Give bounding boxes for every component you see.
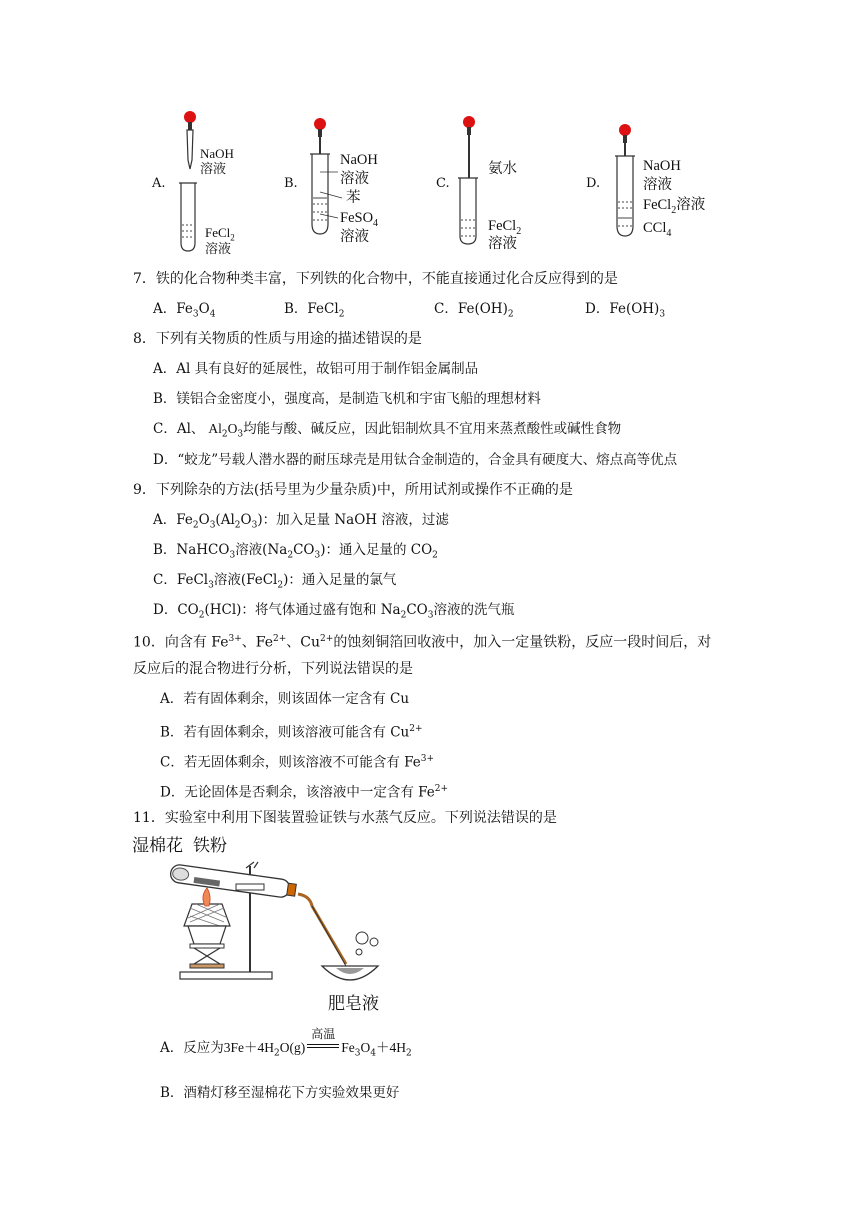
dropper-bulb-icon bbox=[463, 116, 475, 128]
q6-c-solution-2: 溶液 bbox=[488, 236, 517, 252]
q9-option-d[interactable]: D．$CO_2(HCl)$：将气体通过盛有饱和 $Na_2CO_3$溶液的洗气瓶 bbox=[153, 602, 515, 621]
test-tube-icon bbox=[460, 178, 476, 244]
q6-b-reagent: NaOH bbox=[340, 152, 378, 168]
q11-stem: 11．实验室中利用下图装置验证铁与水蒸气反应。下列说法错误的是 bbox=[133, 810, 557, 826]
q9-option-a[interactable]: A．$Fe_2O_3(Al_2O_3)$：加入足量 NaOH 溶液，过滤 bbox=[153, 512, 449, 531]
q11-apparatus-diagram bbox=[150, 856, 400, 986]
q6-b-reagent-2: 溶液 bbox=[340, 171, 369, 187]
q10-option-c[interactable]: C．若无固体剩余，则该溶液不可能含有 $Fe^{3+}$ bbox=[160, 754, 435, 771]
q6-d-bottom: CCl$_4$ bbox=[643, 220, 672, 239]
q11-option-a[interactable]: A．反应为$3Fe+4H_2O(g)$ 高温 $Fe_3O_4+4H_2$ bbox=[160, 1027, 412, 1059]
q10-option-b[interactable]: B．若有固体剩余，则该溶液可能含有 $Cu^{2+}$ bbox=[160, 724, 423, 741]
q6-c-reagent: 氨水 bbox=[488, 161, 517, 177]
q10-option-d[interactable]: D．无论固体是否剩余，该溶液中一定含有 $Fe^{2+}$ bbox=[160, 784, 449, 801]
q7-option-a[interactable]: A．$Fe_3O_4$ bbox=[153, 301, 216, 320]
q6-c-solution: FeCl$_2$ bbox=[488, 218, 522, 237]
q11-option-b[interactable]: B．酒精灯移至湿棉花下方实验效果更好 bbox=[160, 1085, 400, 1101]
q6-a-reagent: NaOH bbox=[200, 146, 234, 161]
q9-option-b[interactable]: B．NaHCO$_3$溶液$(Na_2CO_3)$：通入足量的 $CO_2$ bbox=[153, 542, 438, 561]
q8-option-a[interactable]: A．Al 具有良好的延展性，故铝可用于制作铝金属制品 bbox=[153, 361, 479, 377]
q6-b-layer: 苯 bbox=[346, 190, 361, 206]
reaction-tube-icon bbox=[169, 864, 290, 899]
q6-d-reagent-2: 溶液 bbox=[643, 177, 672, 193]
q11-label-soap-solution: 肥皂液 bbox=[328, 994, 379, 1014]
bubble-icon bbox=[356, 932, 368, 944]
dropper-icon bbox=[187, 130, 193, 169]
q6-option-b-letter[interactable]: B. bbox=[284, 176, 298, 191]
q7-stem: 7．铁的化合物种类丰富，下列铁的化合物中，不能直接通过化合反应得到的是 bbox=[133, 271, 618, 287]
stopper-icon bbox=[287, 883, 297, 896]
dropper-bulb-icon bbox=[314, 118, 326, 130]
q10-stem-line-2: 反应后的混合物进行分析，下列说法错误的是 bbox=[133, 661, 413, 677]
reaction-condition: 高温 bbox=[306, 1038, 340, 1058]
dropper-bulb-icon bbox=[184, 111, 196, 123]
dropper-bulb-icon bbox=[619, 124, 631, 136]
q6-option-d-letter[interactable]: D. bbox=[586, 176, 601, 191]
q9-option-c[interactable]: C．FeCl$_3$溶液(FeCl$_2$)：通入足量的氯气 bbox=[153, 572, 397, 591]
q6-b-solution: FeSO$_4$ bbox=[340, 210, 379, 229]
q7-option-d[interactable]: D．$Fe(OH)_3$ bbox=[585, 301, 666, 320]
q7-option-b[interactable]: B．FeCl$_2$ bbox=[284, 301, 345, 320]
bubble-icon bbox=[356, 949, 362, 955]
q6-b-solution-2: 溶液 bbox=[340, 229, 369, 245]
q6-a-reagent-2: 溶液 bbox=[200, 161, 227, 176]
q11-label-wet-cotton: 湿棉花 bbox=[132, 836, 183, 856]
q6-d-solution: FeCl$_2$溶液 bbox=[643, 197, 706, 216]
q8-option-b[interactable]: B．镁铝合金密度小，强度高，是制造飞机和宇宙飞船的理想材料 bbox=[153, 391, 541, 407]
q10-stem-line-1: 10．向含有 $Fe^{3+}$、$Fe^{2+}$、$Cu^{2+}$的蚀刻铜箔回收液中，加入一定量铁粉，反应一段时间后，对 bbox=[133, 634, 712, 651]
bubble-icon bbox=[370, 938, 378, 946]
q6-a-solution: FeCl$_2$ bbox=[205, 225, 235, 243]
q11-label-iron-powder: 铁粉 bbox=[193, 836, 227, 856]
q6-option-c-letter[interactable]: C. bbox=[436, 176, 450, 191]
test-tube-icon bbox=[617, 156, 633, 236]
q9-stem: 9．下列除杂的方法(括号里为少量杂质)中，所用试剂或操作不正确的是 bbox=[133, 482, 573, 498]
alcohol-lamp-icon bbox=[188, 926, 226, 944]
test-tube-icon bbox=[181, 183, 195, 251]
q6-d-reagent: NaOH bbox=[643, 158, 681, 174]
q8-option-c[interactable]: C．Al、 $Al_2O_3$均能与酸、碱反应，因此铝制炊具不宜用来蒸煮酸性或碱性食物 bbox=[153, 421, 622, 440]
flame-icon bbox=[203, 888, 210, 906]
q6-a-solution-2: 溶液 bbox=[205, 241, 232, 256]
q6-option-a-letter[interactable]: A. bbox=[152, 176, 166, 191]
q8-stem: 8．下列有关物质的性质与用途的描述错误的是 bbox=[133, 331, 422, 347]
stand-base-icon bbox=[180, 972, 272, 979]
q8-option-d[interactable]: D．“蛟龙”号载人潜水器的耐压球壳是用钛合金制造的，合金具有硬度大、熔点高等优点 bbox=[153, 452, 678, 468]
q10-option-a[interactable]: A．若有固体剩余，则该固体一定含有 Cu bbox=[160, 691, 410, 707]
q7-option-c[interactable]: C．$Fe(OH)_2$ bbox=[434, 301, 514, 320]
